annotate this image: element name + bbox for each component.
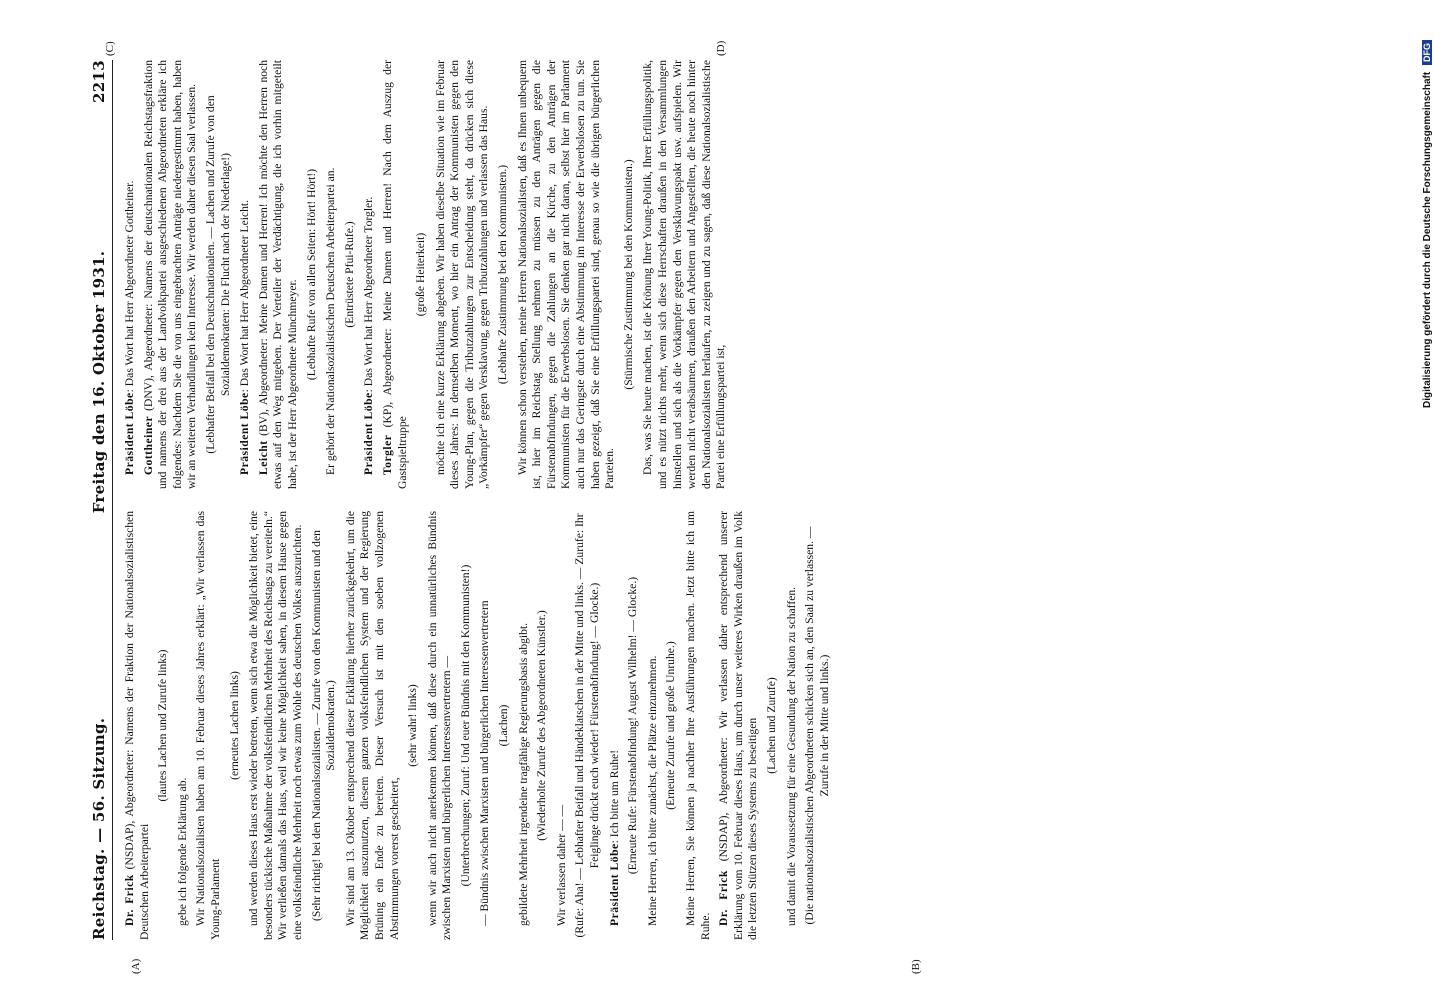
header-left: Reichstag. — 56. Sitzung.	[90, 717, 108, 940]
paragraph-text: Er gehört der Nationalsozialistischen Deutschen Arbeiterpartei an.	[324, 167, 338, 475]
margin-note	[1408, 8, 1433, 408]
paragraph	[142, 60, 200, 489]
paragraph-text: : Das Wort hat Herr Abgeordneter Gottheiner.	[123, 180, 136, 393]
interjection	[664, 511, 679, 940]
interjection	[765, 511, 780, 940]
interjection	[573, 511, 602, 940]
paragraph-text: (Erneute Rufe: Fürstenabfindung! August Wilhelm! — Glocke.)	[626, 576, 640, 875]
paragraph	[123, 511, 152, 940]
interjection	[459, 511, 474, 940]
interjection	[343, 60, 358, 489]
speaker-name: Leicht	[256, 440, 270, 475]
paragraph-text: Wir verlassen daher — —	[554, 804, 568, 926]
interjection	[497, 511, 512, 940]
paragraph	[646, 511, 661, 940]
marker-c: (C)	[104, 41, 116, 56]
interjection	[305, 60, 320, 489]
paragraph-text: (KP), Abgeordneter: Meine Damen und Herren! Nach dem Auszug der Gastspieltruppe	[380, 60, 409, 489]
paragraph	[555, 511, 570, 940]
paragraph	[324, 60, 339, 489]
dfg-credit: Digitalisierung gefördert durch die Deutsche Forschungsgemeinschaft	[1422, 71, 1433, 408]
paragraph	[478, 511, 493, 940]
paragraph-text: Wir können schon verstehen, meine Herren Nationalsozialisten, daß es Ihnen unbequem ist, hier im Reichstag Stellung nehmen zu müssen zu den Anträgen gegen die Fürstenabfindungen, gegen die Zahlungen an die Kirche, zu den Anträgen der Kommunisten für die Erwerbslosen. Sie denken gar nicht daran, selbst hier im Parlament auch nur das Geringste durch eine Abstimmung im Interesse der Erwerbslosen zu tun. Sie haben gezeigt, daß Sie eine Erfüllungspartei sind, genau so wie die übrigen bürgerlichen Parteien.	[515, 60, 617, 489]
paragraph-text: Wir Nationalsozialisten haben am 10. Februar dieses Jahres erklärt: „Wir verlassen das Young-Parlament	[194, 511, 222, 940]
speaker-name: Präsident Löbe	[362, 392, 376, 475]
paragraph-text: (NSDAP), Abgeordneter: Namens der Fraktion der Nationalsozialistischen Deutschen Arbeiterpartei	[123, 510, 151, 940]
paragraph-text: (sehr wahr! links)	[406, 684, 420, 767]
paragraph	[344, 511, 402, 940]
paragraph-text: (Stürmische Zustimmung bei den Kommunisten.)	[621, 159, 635, 390]
speaker-name: Dr. Frick	[717, 870, 731, 926]
paragraph	[684, 511, 713, 940]
right-column	[123, 60, 837, 489]
speaker-name: Gottheiner	[141, 415, 155, 475]
paragraph-text: (Lebhafte Rufe von allen Seiten: Hört! Hört!)	[304, 168, 318, 381]
interjection	[626, 511, 641, 940]
paragraph-text: (Lebhafter Beifall bei den Deutschnationalen. — Lachen und Zurufe von den Sozialdemokraten: Die Flucht nach der Niederlage!)	[203, 95, 232, 454]
interjection	[228, 511, 243, 940]
paragraph	[434, 60, 492, 489]
paragraph	[123, 60, 138, 489]
paragraph-text: (Sehr richtig! bei den Nationalsozialisten. — Zurufe von den Kommunisten und den Sozialdemokraten.)	[309, 530, 338, 921]
paragraph	[257, 60, 301, 489]
paragraph-text: und werden dieses Haus erst wieder betreten, wenn sich etwa die Möglichkeit bietet, eine besonders tückische Maßnahme der volksfeindlichen Mehrheit des Reichstags zu vereiteln.“ Wir verließen damals das Haus, weil wir keine Möglichkeit sahen, in diesem Hause gegen eine volksfeindliche Mehrheit noch etwas zum Wohle des deutschen Volkes auszurichten.	[247, 511, 304, 940]
interjection	[310, 511, 339, 940]
paragraph-text: (erneutes Lachen links)	[227, 671, 241, 780]
marker-b: (B)	[910, 959, 922, 974]
two-column-body	[123, 60, 837, 940]
paragraph-text: (Rufe: Aha! — Lebhafter Beifall und Händeklatschen in der Mitte und links. — Zurufe: Ihr Feiglinge drückt euch wieder! Fürstenabfindung! — Glocke.)	[573, 513, 602, 938]
speaker-name: Dr. Frick	[123, 874, 136, 926]
paragraph-text: (Unterbrechungen; Zuruf: Und euer Bündnis mit den Kommunisten!)	[458, 564, 472, 887]
header-date: Freitag den 16. Oktober 1931.	[90, 250, 108, 514]
paragraph	[426, 511, 455, 940]
interjection	[414, 60, 429, 489]
paragraph-text: — Bündnis zwischen Marxisten und bürgerlichen Interessenvertretern	[478, 600, 492, 926]
paragraph-text: (Die nationalsozialistischen Abgeordneten schicken sich an, den Saal zu verlassen. — Zurufe in der Mitte und links.)	[803, 526, 831, 925]
paragraph-text: Das, was Sie heute machen, ist die Krönung Ihrer Young-Politik, Ihrer Erfüllungspolitik, und es nützt nichts mehr, wenn sich diese Herrschaften draußen in den Versammlungen hinstellen und sich als die Vorkämpfer gegen den Versklavungspakt usw. aufspielen. Wir werden nicht verabsäumen, draußen den Arbeitern und Angestellten, die heute noch hinter den Nationalsozialisten herlaufen, zu zeigen und zu sagen, daß diese Nationalsozialistische Partei eine Erfüllungspartei ist,	[641, 60, 728, 489]
paragraph-text: : Das Wort hat Herr Abgeordneter Leicht.	[238, 199, 252, 393]
interjection	[204, 60, 233, 489]
paragraph-text: (Lachen)	[497, 704, 511, 747]
interjection	[803, 511, 832, 940]
paragraph	[608, 511, 623, 940]
paragraph-text: (Lachen und Zurufe)	[764, 677, 778, 774]
paragraph-text: (DNV), Abgeordneter: Namens der deutschnationalen Reichstagsfraktion und namens der drei aus der Landvolkpartei ausgeschiedenen Abgeordneten erkläre ich folgendes: Nachdem Sie die von uns eingebrachten Anträge niedergestimmt haben, haben wir an weiteren Verhandlungen kein Interesse. Wir werden daher diesen Saal verlassen.	[141, 60, 199, 489]
paragraph	[785, 511, 800, 940]
page-number: 2213	[90, 60, 108, 103]
interjection	[622, 60, 637, 489]
interjection	[496, 60, 511, 489]
left-column	[123, 511, 837, 940]
paragraph	[381, 60, 410, 489]
interjection	[406, 511, 421, 940]
paragraph	[362, 60, 377, 489]
paragraph-text: (Entrüstete Pfui-Rufe.)	[342, 221, 356, 328]
paragraph-text: Meine Herren, Sie können ja nachher Ihre Ausführungen machen. Jetzt bitte ich um Ruhe.	[684, 511, 712, 940]
paragraph-text: (BV), Abgeordneter: Meine Damen und Herren! Ich möchte den Herren noch etwas auf den Weg mitgeben. Der Verteiler der Verdächtigung, die ich vorhin mitgeteilt habe, ist der Herr Abgeordnete Münchmeyer.	[256, 60, 299, 489]
paragraph	[517, 511, 532, 940]
paragraph-text: : Ich bitte um Ruhe!	[607, 749, 621, 844]
page-content	[90, 40, 922, 974]
paragraph-text: wenn wir auch nicht anerkennen können, daß diese durch ein unnatürliches Bündnis zwischen Marxisten und bürgerlichen Interessenvertretern —	[425, 511, 454, 940]
paragraph-text: (Erneute Zurufe und große Unruhe.)	[664, 641, 678, 810]
paragraph-text: gebildete Mehrheit irgendeine tragfähige Regierungsbasis abgibt.	[516, 622, 530, 926]
page-header	[90, 60, 113, 940]
paragraph-text: (Lebhafte Zustimmung bei den Kommunisten.)	[496, 164, 510, 385]
paragraph-text: (NSDAP), Abgeordneter: Wir verlassen daher entsprechend unserer Erklärung vom 10. Februar dieses Haus, um durch unser weiteres Wirken draußen im Volk die letzten Stützen dieses Systems zu beseitigen	[717, 511, 760, 940]
paragraph-text: Wir sind am 13. Oktober entsprechend dieser Erklärung hierher zurückgekehrt, um die Möglichkeit auszunutzen, diesem ganzen volksfeindlichen System und der Regierung Brüning ein Ende zu bereiten. Dieser Versuch ist mit den soeben vollzogenen Abstimmungen vorerst gescheitert,	[343, 511, 401, 940]
paragraph	[516, 60, 618, 489]
marker-a: (A)	[130, 958, 142, 974]
paragraph-text: möchte ich eine kurze Erklärung abgeben. Wir haben dieselbe Situation wie im Februar dieses Jahres: In demselben Moment, wo hier ein Antrag der Kommunisten gegen den Young-Plan, gegen die Tributzahlungen zur Entscheidung steht, da drücken sich diese „Vorkämpfer“ gegen Versklavung, gegen Tributzahlungen und verlassen das Haus.	[433, 60, 491, 489]
paragraph-text: : Das Wort hat Herr Abgeordneter Torgler.	[362, 196, 376, 393]
paragraph-text: und damit die Voraussetzung für eine Gesundung der Nation zu schaffen.	[784, 586, 798, 926]
paragraph-text: (große Heiterkeit)	[414, 232, 428, 317]
paragraph	[194, 511, 223, 940]
speaker-name: Präsident Löbe	[123, 392, 136, 475]
paragraph	[247, 511, 305, 940]
paragraph	[717, 511, 761, 940]
speaker-name: Torgler	[380, 434, 394, 475]
paragraph-text: Meine Herren, ich bitte zunächst, die Plätze einzunehmen.	[645, 655, 659, 926]
interjection	[156, 511, 171, 940]
paragraph-text: (Wiederholte Zurufe des Abgeordneten Künstler.)	[535, 610, 549, 841]
paragraph	[176, 511, 191, 940]
paragraph	[238, 60, 253, 489]
paragraph-text: gebe ich folgende Erklärung ab.	[175, 777, 189, 926]
paragraph	[641, 60, 729, 489]
speaker-name: Präsident Löbe	[607, 843, 621, 926]
dfg-badge: DFG	[1422, 40, 1432, 65]
paragraph-text: (lautes Lachen und Zurufe links)	[156, 649, 170, 802]
marker-d: (D)	[715, 40, 727, 56]
interjection	[535, 511, 550, 940]
speaker-name: Präsident Löbe	[238, 392, 252, 475]
